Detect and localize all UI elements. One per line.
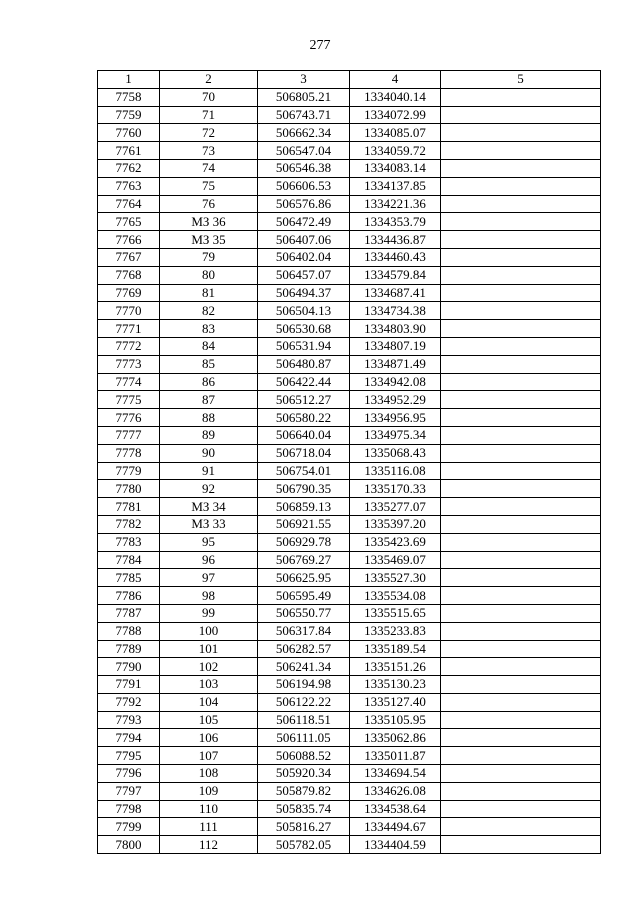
- point-id-cell: 7775: [98, 391, 160, 409]
- y-coordinate-cell: 1335233.83: [350, 622, 441, 640]
- y-coordinate-cell: 1334072.99: [350, 106, 441, 124]
- y-coordinate-cell: 1334956.95: [350, 409, 441, 427]
- x-coordinate-cell: 506118.51: [258, 711, 350, 729]
- y-coordinate-cell: 1334579.84: [350, 266, 441, 284]
- table-row: [98, 782, 601, 800]
- point-label-cell: 80: [160, 266, 258, 284]
- x-coordinate-cell: 506402.04: [258, 248, 350, 266]
- point-label-cell: 106: [160, 729, 258, 747]
- x-coordinate-cell: 506790.35: [258, 480, 350, 498]
- y-coordinate-cell: 1335527.30: [350, 569, 441, 587]
- table-row: [98, 462, 601, 480]
- table-row: [98, 587, 601, 605]
- note-cell: [441, 106, 601, 124]
- point-label-cell: 95: [160, 533, 258, 551]
- y-coordinate-cell: 1334694.54: [350, 765, 441, 783]
- point-id-cell: 7760: [98, 124, 160, 142]
- point-label-cell: МЗ 34: [160, 498, 258, 516]
- table-row: [98, 676, 601, 694]
- x-coordinate-cell: 506494.37: [258, 284, 350, 302]
- point-id-cell: 7785: [98, 569, 160, 587]
- table-row: [98, 195, 601, 213]
- note-cell: [441, 409, 601, 427]
- y-coordinate-cell: 1335189.54: [350, 640, 441, 658]
- x-coordinate-cell: 506457.07: [258, 266, 350, 284]
- page-number: 277: [309, 38, 331, 53]
- point-id-cell: 7769: [98, 284, 160, 302]
- point-id-cell: 7793: [98, 711, 160, 729]
- x-coordinate-cell: 506282.57: [258, 640, 350, 658]
- point-id-cell: 7770: [98, 302, 160, 320]
- x-coordinate-cell: 505879.82: [258, 782, 350, 800]
- x-coordinate-cell: 506088.52: [258, 747, 350, 765]
- note-cell: [441, 747, 601, 765]
- point-label-cell: МЗ 36: [160, 213, 258, 231]
- table-row: [98, 747, 601, 765]
- x-coordinate-cell: 506122.22: [258, 693, 350, 711]
- x-coordinate-cell: 506480.87: [258, 355, 350, 373]
- column-header-1: 1: [98, 71, 160, 89]
- x-coordinate-cell: 506718.04: [258, 444, 350, 462]
- x-coordinate-cell: 506530.68: [258, 320, 350, 338]
- note-cell: [441, 231, 601, 249]
- y-coordinate-cell: 1334871.49: [350, 355, 441, 373]
- point-label-cell: 91: [160, 462, 258, 480]
- note-cell: [441, 462, 601, 480]
- y-coordinate-cell: 1334687.41: [350, 284, 441, 302]
- point-label-cell: 86: [160, 373, 258, 391]
- y-coordinate-cell: 1335170.33: [350, 480, 441, 498]
- point-label-cell: МЗ 33: [160, 515, 258, 533]
- point-id-cell: 7781: [98, 498, 160, 516]
- table-row: [98, 729, 601, 747]
- y-coordinate-cell: 1334040.14: [350, 88, 441, 106]
- point-id-cell: 7765: [98, 213, 160, 231]
- y-coordinate-cell: 1334734.38: [350, 302, 441, 320]
- point-label-cell: 96: [160, 551, 258, 569]
- table-row: [98, 373, 601, 391]
- x-coordinate-cell: 505816.27: [258, 818, 350, 836]
- point-label-cell: 102: [160, 658, 258, 676]
- note-cell: [441, 836, 601, 854]
- point-label-cell: 87: [160, 391, 258, 409]
- x-coordinate-cell: 506576.86: [258, 195, 350, 213]
- point-id-cell: 7777: [98, 426, 160, 444]
- table-row: [98, 533, 601, 551]
- note-cell: [441, 355, 601, 373]
- table-row: [98, 765, 601, 783]
- point-label-cell: 76: [160, 195, 258, 213]
- note-cell: [441, 195, 601, 213]
- point-label-cell: 73: [160, 142, 258, 160]
- note-cell: [441, 373, 601, 391]
- table-row: [98, 337, 601, 355]
- point-id-cell: 7796: [98, 765, 160, 783]
- point-id-cell: 7786: [98, 587, 160, 605]
- table-row: [98, 480, 601, 498]
- table-row: [98, 658, 601, 676]
- table-row: [98, 604, 601, 622]
- note-cell: [441, 426, 601, 444]
- point-id-cell: 7799: [98, 818, 160, 836]
- point-label-cell: 100: [160, 622, 258, 640]
- note-cell: [441, 248, 601, 266]
- point-id-cell: 7784: [98, 551, 160, 569]
- note-cell: [441, 177, 601, 195]
- point-id-cell: 7759: [98, 106, 160, 124]
- y-coordinate-cell: 1335068.43: [350, 444, 441, 462]
- header-row: [98, 71, 601, 89]
- point-id-cell: 7791: [98, 676, 160, 694]
- note-cell: [441, 159, 601, 177]
- note-cell: [441, 569, 601, 587]
- y-coordinate-cell: 1334404.59: [350, 836, 441, 854]
- table-row: [98, 248, 601, 266]
- point-label-cell: 104: [160, 693, 258, 711]
- note-cell: [441, 640, 601, 658]
- point-label-cell: 85: [160, 355, 258, 373]
- y-coordinate-cell: 1334436.87: [350, 231, 441, 249]
- point-label-cell: 75: [160, 177, 258, 195]
- table-row: [98, 640, 601, 658]
- table-row: [98, 88, 601, 106]
- point-id-cell: 7780: [98, 480, 160, 498]
- table-row: [98, 693, 601, 711]
- point-label-cell: 74: [160, 159, 258, 177]
- point-id-cell: 7788: [98, 622, 160, 640]
- note-cell: [441, 284, 601, 302]
- x-coordinate-cell: 506422.44: [258, 373, 350, 391]
- column-header-4: 4: [350, 71, 441, 89]
- y-coordinate-cell: 1335011.87: [350, 747, 441, 765]
- table-row: [98, 231, 601, 249]
- table-row: [98, 444, 601, 462]
- y-coordinate-cell: 1334353.79: [350, 213, 441, 231]
- point-id-cell: 7761: [98, 142, 160, 160]
- y-coordinate-cell: 1334807.19: [350, 337, 441, 355]
- point-id-cell: 7797: [98, 782, 160, 800]
- note-cell: [441, 765, 601, 783]
- x-coordinate-cell: 506921.55: [258, 515, 350, 533]
- point-label-cell: 92: [160, 480, 258, 498]
- point-id-cell: 7766: [98, 231, 160, 249]
- table-row: [98, 106, 601, 124]
- y-coordinate-cell: 1334942.08: [350, 373, 441, 391]
- point-label-cell: 107: [160, 747, 258, 765]
- table-row: [98, 409, 601, 427]
- point-id-cell: 7783: [98, 533, 160, 551]
- point-label-cell: 112: [160, 836, 258, 854]
- y-coordinate-cell: 1335469.07: [350, 551, 441, 569]
- point-id-cell: 7787: [98, 604, 160, 622]
- point-id-cell: 7774: [98, 373, 160, 391]
- column-header-5: 5: [441, 71, 601, 89]
- y-coordinate-cell: 1334952.29: [350, 391, 441, 409]
- table-row: [98, 515, 601, 533]
- y-coordinate-cell: 1334460.43: [350, 248, 441, 266]
- note-cell: [441, 604, 601, 622]
- x-coordinate-cell: 506111.05: [258, 729, 350, 747]
- note-cell: [441, 320, 601, 338]
- x-coordinate-cell: 506662.34: [258, 124, 350, 142]
- note-cell: [441, 587, 601, 605]
- point-id-cell: 7782: [98, 515, 160, 533]
- note-cell: [441, 391, 601, 409]
- point-id-cell: 7763: [98, 177, 160, 195]
- y-coordinate-cell: 1335062.86: [350, 729, 441, 747]
- point-label-cell: 82: [160, 302, 258, 320]
- x-coordinate-cell: 506194.98: [258, 676, 350, 694]
- point-label-cell: 70: [160, 88, 258, 106]
- x-coordinate-cell: 506640.04: [258, 426, 350, 444]
- point-id-cell: 7758: [98, 88, 160, 106]
- point-id-cell: 7789: [98, 640, 160, 658]
- coordinates-table: [97, 70, 601, 854]
- y-coordinate-cell: 1335105.95: [350, 711, 441, 729]
- note-cell: [441, 658, 601, 676]
- point-label-cell: 81: [160, 284, 258, 302]
- y-coordinate-cell: 1335130.23: [350, 676, 441, 694]
- point-label-cell: 105: [160, 711, 258, 729]
- table-row: [98, 622, 601, 640]
- y-coordinate-cell: 1334975.34: [350, 426, 441, 444]
- note-cell: [441, 302, 601, 320]
- x-coordinate-cell: 506472.49: [258, 213, 350, 231]
- y-coordinate-cell: 1335397.20: [350, 515, 441, 533]
- table-row: [98, 124, 601, 142]
- x-coordinate-cell: 505835.74: [258, 800, 350, 818]
- note-cell: [441, 622, 601, 640]
- x-coordinate-cell: 506531.94: [258, 337, 350, 355]
- table-row: [98, 426, 601, 444]
- y-coordinate-cell: 1334494.67: [350, 818, 441, 836]
- point-id-cell: 7800: [98, 836, 160, 854]
- point-label-cell: 71: [160, 106, 258, 124]
- point-id-cell: 7790: [98, 658, 160, 676]
- point-id-cell: 7764: [98, 195, 160, 213]
- x-coordinate-cell: 506606.53: [258, 177, 350, 195]
- y-coordinate-cell: 1335423.69: [350, 533, 441, 551]
- y-coordinate-cell: 1334803.90: [350, 320, 441, 338]
- point-id-cell: 7795: [98, 747, 160, 765]
- point-label-cell: 83: [160, 320, 258, 338]
- point-id-cell: 7776: [98, 409, 160, 427]
- x-coordinate-cell: 506504.13: [258, 302, 350, 320]
- x-coordinate-cell: 506547.04: [258, 142, 350, 160]
- point-id-cell: 7794: [98, 729, 160, 747]
- column-header-2: 2: [160, 71, 258, 89]
- point-label-cell: 108: [160, 765, 258, 783]
- table-body: [98, 88, 601, 853]
- point-label-cell: 103: [160, 676, 258, 694]
- table-row: [98, 142, 601, 160]
- x-coordinate-cell: 506407.06: [258, 231, 350, 249]
- y-coordinate-cell: 1334538.64: [350, 800, 441, 818]
- point-id-cell: 7798: [98, 800, 160, 818]
- point-label-cell: 109: [160, 782, 258, 800]
- x-coordinate-cell: 506241.34: [258, 658, 350, 676]
- x-coordinate-cell: 506743.71: [258, 106, 350, 124]
- note-cell: [441, 551, 601, 569]
- point-id-cell: 7772: [98, 337, 160, 355]
- note-cell: [441, 337, 601, 355]
- note-cell: [441, 711, 601, 729]
- point-label-cell: 110: [160, 800, 258, 818]
- point-label-cell: 90: [160, 444, 258, 462]
- table-row: [98, 320, 601, 338]
- point-label-cell: 101: [160, 640, 258, 658]
- note-cell: [441, 498, 601, 516]
- y-coordinate-cell: 1334221.36: [350, 195, 441, 213]
- table-row: [98, 391, 601, 409]
- x-coordinate-cell: 506546.38: [258, 159, 350, 177]
- table-row: [98, 355, 601, 373]
- point-id-cell: 7792: [98, 693, 160, 711]
- note-cell: [441, 533, 601, 551]
- y-coordinate-cell: 1335127.40: [350, 693, 441, 711]
- table-row: [98, 266, 601, 284]
- y-coordinate-cell: 1335151.26: [350, 658, 441, 676]
- y-coordinate-cell: 1334085.07: [350, 124, 441, 142]
- note-cell: [441, 800, 601, 818]
- note-cell: [441, 266, 601, 284]
- table-row: [98, 569, 601, 587]
- note-cell: [441, 124, 601, 142]
- note-cell: [441, 444, 601, 462]
- x-coordinate-cell: 505782.05: [258, 836, 350, 854]
- point-label-cell: 99: [160, 604, 258, 622]
- table-row: [98, 159, 601, 177]
- x-coordinate-cell: 506317.84: [258, 622, 350, 640]
- point-label-cell: МЗ 35: [160, 231, 258, 249]
- x-coordinate-cell: 506859.13: [258, 498, 350, 516]
- note-cell: [441, 729, 601, 747]
- y-coordinate-cell: 1334083.14: [350, 159, 441, 177]
- point-label-cell: 97: [160, 569, 258, 587]
- y-coordinate-cell: 1335277.07: [350, 498, 441, 516]
- y-coordinate-cell: 1334626.08: [350, 782, 441, 800]
- table-row: [98, 836, 601, 854]
- note-cell: [441, 213, 601, 231]
- note-cell: [441, 782, 601, 800]
- table-row: [98, 284, 601, 302]
- note-cell: [441, 515, 601, 533]
- point-id-cell: 7767: [98, 248, 160, 266]
- table-row: [98, 213, 601, 231]
- y-coordinate-cell: 1334059.72: [350, 142, 441, 160]
- point-id-cell: 7771: [98, 320, 160, 338]
- note-cell: [441, 676, 601, 694]
- y-coordinate-cell: 1335515.65: [350, 604, 441, 622]
- y-coordinate-cell: 1334137.85: [350, 177, 441, 195]
- point-id-cell: 7779: [98, 462, 160, 480]
- x-coordinate-cell: 506929.78: [258, 533, 350, 551]
- table-row: [98, 551, 601, 569]
- table-header: [98, 71, 601, 89]
- point-label-cell: 98: [160, 587, 258, 605]
- table-row: [98, 818, 601, 836]
- point-id-cell: 7773: [98, 355, 160, 373]
- table-row: [98, 177, 601, 195]
- note-cell: [441, 818, 601, 836]
- x-coordinate-cell: 506625.95: [258, 569, 350, 587]
- x-coordinate-cell: 506805.21: [258, 88, 350, 106]
- table-row: [98, 800, 601, 818]
- point-label-cell: 72: [160, 124, 258, 142]
- y-coordinate-cell: 1335534.08: [350, 587, 441, 605]
- x-coordinate-cell: 506754.01: [258, 462, 350, 480]
- table-row: [98, 498, 601, 516]
- point-id-cell: 7762: [98, 159, 160, 177]
- point-id-cell: 7768: [98, 266, 160, 284]
- x-coordinate-cell: 506550.77: [258, 604, 350, 622]
- table-row: [98, 302, 601, 320]
- x-coordinate-cell: 506580.22: [258, 409, 350, 427]
- point-label-cell: 79: [160, 248, 258, 266]
- point-label-cell: 89: [160, 426, 258, 444]
- point-label-cell: 84: [160, 337, 258, 355]
- column-header-3: 3: [258, 71, 350, 89]
- note-cell: [441, 693, 601, 711]
- point-label-cell: 111: [160, 818, 258, 836]
- x-coordinate-cell: 506512.27: [258, 391, 350, 409]
- point-id-cell: 7778: [98, 444, 160, 462]
- table-row: [98, 711, 601, 729]
- x-coordinate-cell: 506595.49: [258, 587, 350, 605]
- note-cell: [441, 480, 601, 498]
- x-coordinate-cell: 505920.34: [258, 765, 350, 783]
- point-label-cell: 88: [160, 409, 258, 427]
- y-coordinate-cell: 1335116.08: [350, 462, 441, 480]
- x-coordinate-cell: 506769.27: [258, 551, 350, 569]
- note-cell: [441, 88, 601, 106]
- note-cell: [441, 142, 601, 160]
